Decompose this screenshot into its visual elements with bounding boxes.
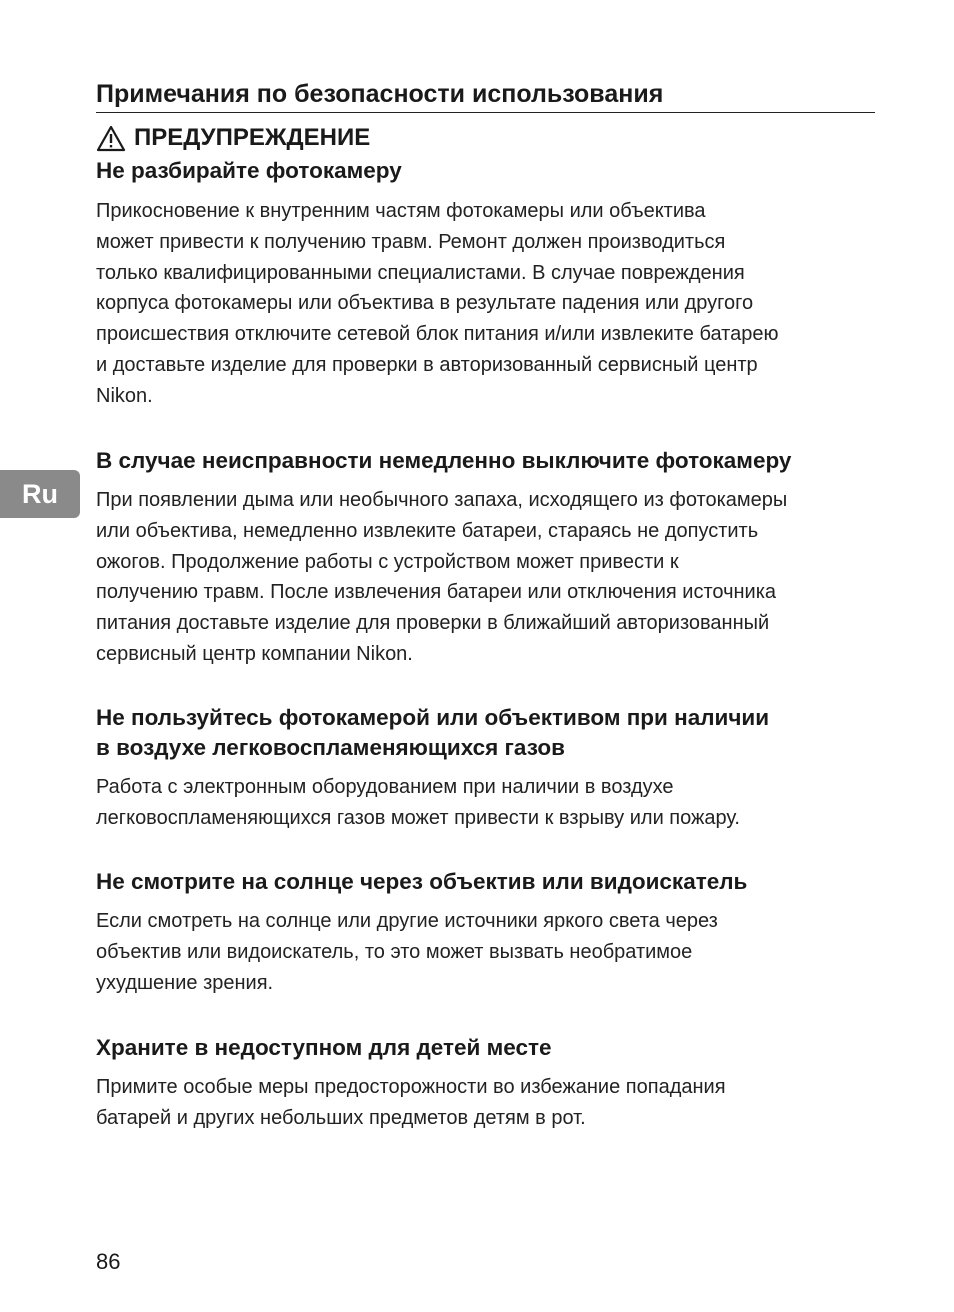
section-children (96, 1033, 886, 1134)
section-body: Работа с электронным оборудованием при наличии в воздухе легковоспламеняющихся газов может привести к взрыву или пожару. (96, 776, 740, 829)
page-number: 86 (96, 1249, 121, 1274)
warning-triangle-icon (96, 125, 126, 152)
section-flammable-gas (96, 703, 886, 834)
section-heading: В случае неисправности немедленно выключите фотокамеру (96, 448, 792, 473)
section-disassembly (96, 156, 886, 412)
warning-label: ПРЕДУПРЕЖДЕНИЕ (134, 124, 371, 151)
section-heading: Не пользуйтесь фотокамерой или объективом при наличии в воздухе легковоспламеняющихся газов (96, 705, 770, 760)
section-malfunction (96, 446, 886, 670)
language-tab: Ru (0, 470, 80, 518)
section-body: Если смотреть на солнце или другие источники яркого света через объектив или видоискатель, то это может вызвать необратимое ухудшение зрения. (96, 910, 718, 994)
section-body: При появлении дыма или необычного запаха, исходящего из фотокамеры или объектива, немедленно извлеките батареи, стараясь не допустить ожогов. Продолжение работы с устройством может привести к получению травм. После извлечения батареи или отключения источника питания доставьте изделие для проверки в ближайший авторизованный сервисный центр компании Nikon. (96, 489, 788, 665)
section-body: Прикосновение к внутренним частям фотокамеры или объектива может привести к получению травм. Ремонт должен производиться только квалифицированными специалистами. В случае повреждения корпуса фотокамеры или объектива в результате падения или другого происшествия отключите сетевой блок питания и/или извлеките батарею и доставьте изделие для проверки в авторизованный сервисный центр Nikon. (96, 200, 779, 407)
section-heading: Не разбирайте фотокамеру (96, 158, 402, 183)
section-heading: Храните в недоступном для детей месте (96, 1035, 552, 1060)
page-title: Примечания по безопасности использования (96, 76, 875, 113)
warning-header (96, 122, 370, 154)
section-sun (96, 867, 886, 998)
section-body: Примите особые меры предосторожности во избежание попадания батарей и других небольших предметов детям в рот. (96, 1076, 726, 1129)
section-heading: Не смотрите на солнце через объектив или видоискатель (96, 869, 748, 894)
